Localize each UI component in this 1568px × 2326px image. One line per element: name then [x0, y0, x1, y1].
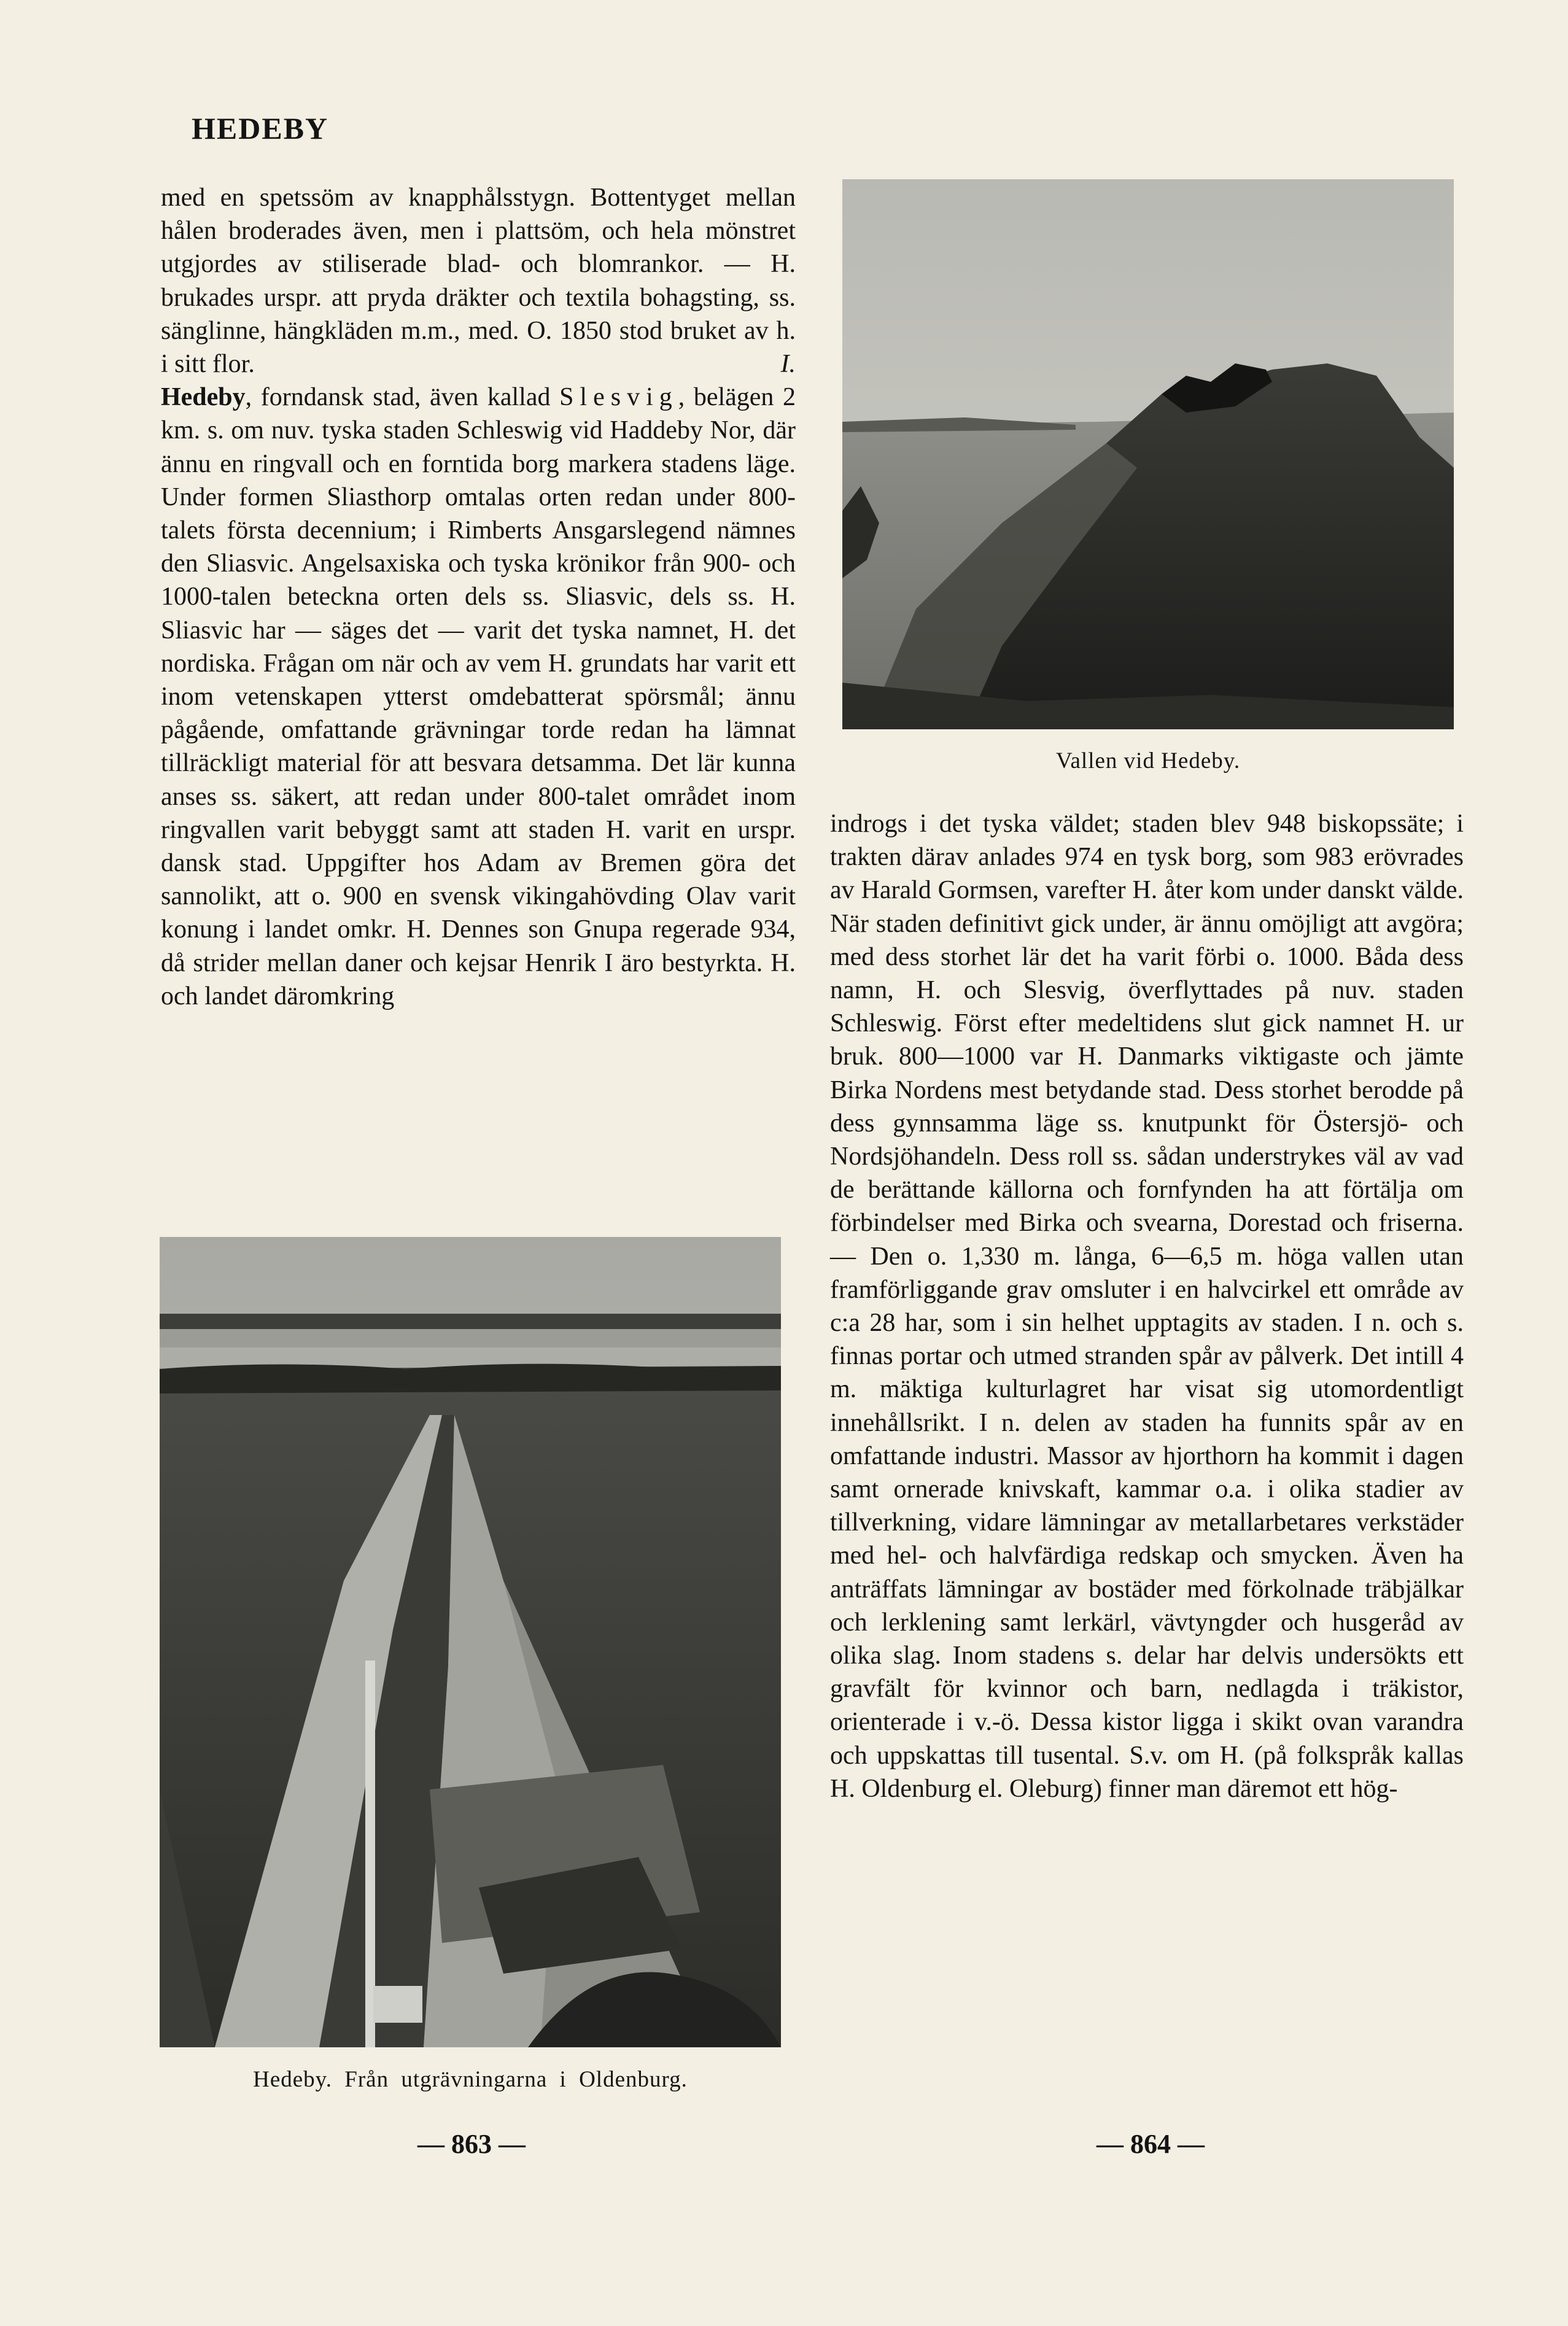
entry-intro: , forndansk stad, även kallad	[245, 383, 551, 412]
photo-excavation	[160, 1237, 781, 2047]
entry-headword: Hedeby	[161, 383, 246, 412]
left-column	[161, 181, 796, 1013]
page-number-right: — 864 —	[1096, 2129, 1205, 2159]
entry-hedeby	[161, 381, 796, 1013]
rampart-photo-image	[842, 179, 1454, 729]
page-number-left: — 863 —	[417, 2129, 526, 2159]
author-signature: I.	[780, 350, 796, 379]
figure-caption-bottom: Hedeby. Från utgrävningarna i Oldenburg.	[253, 2067, 688, 2092]
entry-continuation	[161, 181, 796, 381]
photo-rampart	[842, 179, 1454, 729]
running-header: HEDEBY	[192, 111, 329, 145]
excavation-photo-image	[160, 1237, 781, 2047]
right-column	[830, 807, 1464, 1805]
figure-caption-top: Vallen vid Hedeby.	[1055, 748, 1241, 773]
right-column-text: indrogs i det tyska väldet; staden blev 948 biskopssäte; i trakten därav anlades 974 en tysk borg, som 983 erövrades av Harald Gormsen, varefter H. åter kom under danskt välde. När staden definitivt gick under, är ännu omöjligt att avgöra; med dess storhet lär det ha varit förbi o. 1000. Båda dess namn, H. och Slesvig, överflyttades på nuv. staden Schleswig. Först efter medeltidens slut gick namnet H. ur bruk. 800—1000 var H. Danmarks viktigaste och jämte Birka Nordens mest betydande stad. Dess storhet berodde på dess gynnsamma läge ss. knutpunkt för Östersjö- och Nordsjöhandeln. Dess roll ss. sådan understrykes väl av vad de berättande källorna och fornfynden ha att förtälja om förbindelser med Birka och svearna, Dorestad och friserna. — Den o. 1,330 m. långa, 6—6,5 m. höga vallen utan framförliggande grav omsluter i en halvcirkel ett område av c:a 28 har, som i sin helhet upptagits av staden. I n. och s. finnas portar och utmed stranden spår av pålverk. Det intill 4 m. mäktiga kulturlagret har visat sig utomordentligt innehållsrikt. I n. delen av staden ha funnits spår av en omfattande industri. Massor av hjorthorn ha kommit i dagen samt ornerade knivskaft, kammar o.a. i olika stadier av tillverkning, vidare lämningar av metallarbetares verkstäder med hel- och halvfärdiga redskap och smycken. Även ha anträffats lämningar av bostäder med förkolnade träbjälkar och lerklening samt lerkärl, vävtyngder och husgeråd av olika slag. Inom stadens s. delar har delvis undersökts ett gravfält för kvinnor och barn, nedlagda i träkistor, orienterade i v.-ö. Dessa kistor ligga i skikt ovan varandra och uppskattas till tusental. S.v. om H. (på folkspråk kallas H. Oldenburg el. Oleburg) finner man däremot ett hög-	[830, 810, 1464, 1803]
continuation-text: med en spetssöm av knapphålsstygn. Bottentyget mellan hålen broderades även, men i plattsöm, och hela mönstret utgjordes av stiliserade blad- och blomrankor. — H. brukades urspr. att pryda dräkter och textila bohagsting, ss. sänglinne, hängkläden m.m., med. O. 1850 stod bruket av h. i sitt flor.	[161, 184, 796, 379]
entry-body: , belägen 2 km. s. om nuv. tyska staden Schleswig vid Haddeby Nor, där ännu en ringvall och en forntida borg markera stadens läge. Under formen Sliasthorp omtalas orten redan under 800-talets första decennium; i Rimberts Ansgarslegend nämnes den Sliasvic. Angelsaxiska och tyska krönikor från 900- och 1000-talen beteckna orten dels ss. Sliasvic, dels ss. H. Sliasvic har — säges det — varit det tyska namnet, H. det nordiska. Frågan om när och av vem H. grundats har varit ett inom vetenskapen ytterst omdebatterat spörsmål; ännu pågående, omfattande grävningar torde redan ha lämnat tillräckligt material för att besvara detsamma. Det lär kunna anses ss. säkert, att redan under 800-talet området inom ringvallen varit bebyggt samt att staden H. varit en urspr. dansk stad. Uppgifter hos Adam av Bremen göra det sannolikt, att o. 900 en svensk vikingahövding Olav varit konung i landet omkr. H. Dennes son Gnupa regerade 934, då strider mellan daner och kejsar Henrik I äro bestyrkta. H. och landet däromkring	[161, 383, 796, 1010]
entry-alt-name: Slesvig	[559, 383, 678, 412]
